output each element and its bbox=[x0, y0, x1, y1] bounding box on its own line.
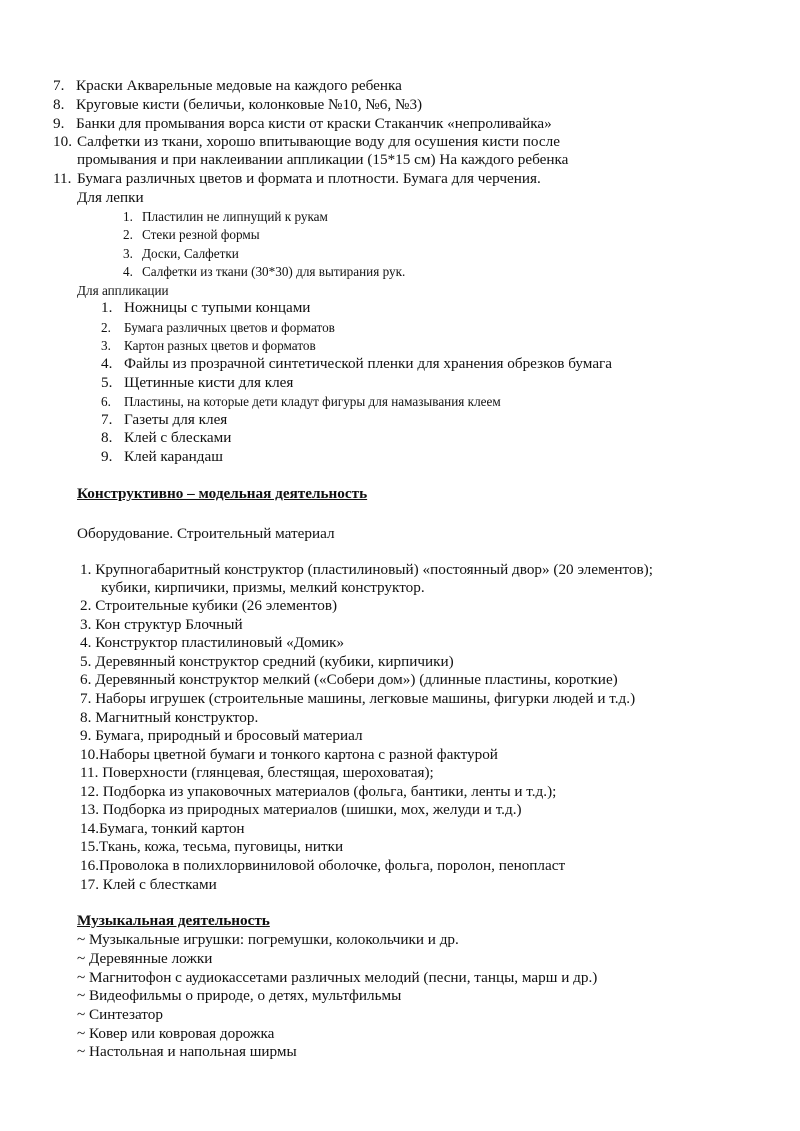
list-item-continuation: промывания и при наклеивании аппликации (15*15 см) На каждого ребенка bbox=[77, 151, 569, 168]
list-item: 7. Краски Акварельные медовые на каждого ребенка bbox=[53, 77, 402, 94]
list-item: ~ Магнитофон с аудиокассетами различных мелодий (песни, танцы, марш и др.) bbox=[77, 969, 598, 986]
list-item: 5. Щетинные кисти для клея bbox=[101, 374, 294, 391]
list-item: 9. Клей карандаш bbox=[101, 448, 223, 465]
list-item: 6. Деревянный конструктор мелкий («Собери дом») (длинные пластины, короткие) bbox=[80, 671, 618, 688]
list-item: 9. Банки для промывания ворса кисти от краски Стаканчик «непроливайка» bbox=[53, 115, 552, 132]
list-item: 7. Наборы игрушек (строительные машины, легковые машины, фигурки людей и т.д.) bbox=[80, 690, 636, 707]
list-item: ~ Деревянные ложки bbox=[77, 950, 213, 967]
list-item: 9. Бумага, природный и бросовый материал bbox=[80, 727, 363, 744]
list-item: 2. Бумага различных цветов и форматов bbox=[101, 320, 335, 335]
list-item: 10.Наборы цветной бумаги и тонкого картона с разной фактурой bbox=[80, 746, 498, 763]
list-item: 13. Подборка из природных материалов (шишки, мох, желуди и т.д.) bbox=[80, 801, 522, 818]
list-item: 8. Магнитный конструктор. bbox=[80, 709, 259, 726]
list-item: 4. Конструктор пластилиновый «Домик» bbox=[80, 634, 345, 651]
list-item: 3. Доски, Салфетки bbox=[123, 246, 239, 261]
list-item: 11. Поверхности (глянцевая, блестящая, шероховатая); bbox=[80, 764, 434, 781]
list-item: 11. Бумага различных цветов и формата и плотности. Бумага для черчения. bbox=[53, 170, 541, 187]
list-item: 10. Салфетки из ткани, хорошо впитывающие воду для осушения кисти после bbox=[53, 133, 560, 150]
list-item: ~ Видеофильмы о природе, о детях, мультфильмы bbox=[77, 987, 402, 1004]
section-heading-lepka: Для лепки bbox=[77, 189, 144, 206]
list-item: 6. Пластины, на которые дети кладут фигуры для намазывания клеем bbox=[101, 394, 501, 409]
list-item: 3. Картон разных цветов и форматов bbox=[101, 338, 316, 353]
list-item: 5. Деревянный конструктор средний (кубики, кирпичики) bbox=[80, 653, 454, 670]
list-item: ~ Музыкальные игрушки: погремушки, колокольчики и др. bbox=[77, 931, 459, 948]
list-item: 1. Пластилин не липнущий к рукам bbox=[123, 209, 328, 224]
list-item: 8. Клей с блесками bbox=[101, 429, 232, 446]
list-item: 4. Салфетки из ткани (30*30) для вытирания рук. bbox=[123, 264, 406, 279]
list-item: 2. Стеки резной формы bbox=[123, 227, 260, 242]
list-item: 2. Строительные кубики (26 элементов) bbox=[80, 597, 338, 614]
list-item: 15.Ткань, кожа, тесьма, пуговицы, нитки bbox=[80, 838, 344, 855]
list-item: 17. Клей с блестками bbox=[80, 876, 217, 893]
list-item: 3. Кон структур Блочный bbox=[80, 616, 243, 633]
section-heading-applikacia: Для аппликации bbox=[77, 283, 169, 298]
list-item: ~ Настольная и напольная ширмы bbox=[77, 1043, 297, 1060]
section-heading-konstr: Конструктивно – модельная деятельность bbox=[77, 485, 368, 502]
list-item: 7. Газеты для клея bbox=[101, 411, 228, 428]
list-item: 1. Крупногабаритный конструктор (пластилиновый) «постоянный двор» (20 элементов); bbox=[80, 561, 653, 578]
list-item: ~ Синтезатор bbox=[77, 1006, 163, 1023]
list-item: 12. Подборка из упаковочных материалов (фольга, бантики, ленты и т.д.); bbox=[80, 783, 557, 800]
list-item: 4. Файлы из прозрачной синтетической пленки для хранения обрезков бумага bbox=[101, 355, 613, 372]
section-heading-music: Музыкальная деятельность bbox=[77, 912, 270, 929]
list-item-continuation: кубики, кирпичики, призмы, мелкий конструктор. bbox=[101, 579, 425, 596]
list-item: 8. Круговые кисти (беличьи, колонковые №10, №6, №3) bbox=[53, 96, 423, 113]
list-item: ~ Ковер или ковровая дорожка bbox=[77, 1025, 275, 1042]
subheading-equipment: Оборудование. Строительный материал bbox=[77, 525, 335, 542]
list-item: 1. Ножницы с тупыми концами bbox=[101, 299, 311, 316]
list-item: 14.Бумага, тонкий картон bbox=[80, 820, 245, 837]
list-item: 16.Проволока в полихлорвиниловой оболочке, фольга, поролон, пенопласт bbox=[80, 857, 566, 874]
